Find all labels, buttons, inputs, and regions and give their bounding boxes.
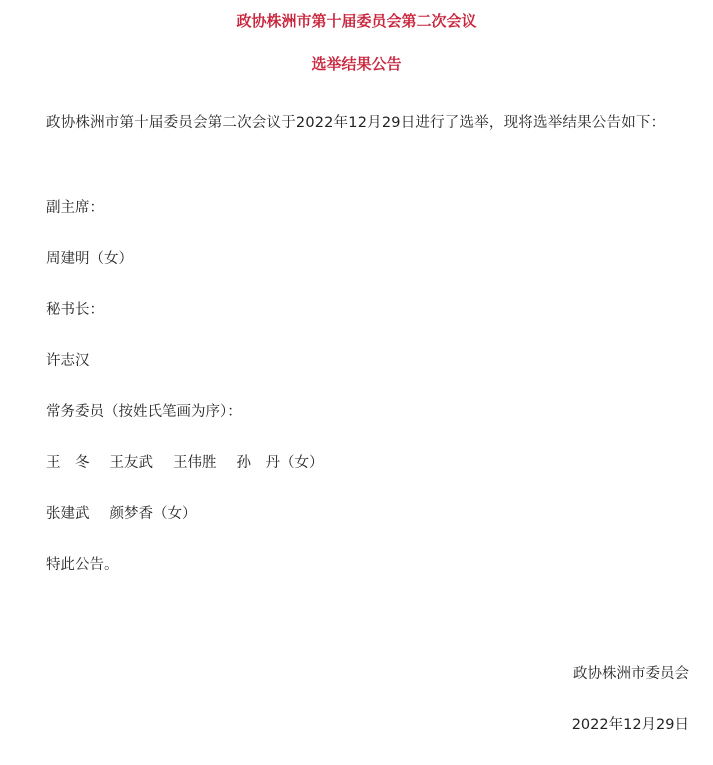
member-name: 颜梦香（女） — [109, 506, 197, 522]
standing-members-row-2 — [46, 504, 197, 524]
document-title: 政协株洲市第十届委员会第二次会议 — [236, 12, 477, 30]
member-name: 王伟胜 — [173, 455, 217, 471]
member-name: 孙 丹（女） — [236, 455, 324, 471]
signing-date: 2022年12月29日 — [571, 717, 689, 733]
member-name: 王友武 — [109, 455, 153, 471]
standing-members-label: 常务委员（按姓氏笔画为序）： — [46, 404, 242, 420]
standing-members-row-1 — [46, 453, 324, 473]
secretary-name: 许志汉 — [46, 353, 90, 369]
vice-chair-label: 副主席： — [46, 200, 104, 216]
document-subtitle: 选举结果公告 — [311, 55, 402, 73]
member-name: 王 冬 — [46, 455, 90, 471]
vice-chair-name: 周建明（女） — [46, 251, 133, 267]
member-name: 张建武 — [46, 506, 90, 522]
intro-paragraph: 政协株洲市第十届委员会第二次会议于2022年12月29日进行了选举，现将选举结果公告如下： — [46, 115, 666, 131]
secretary-label: 秘书长： — [46, 302, 104, 318]
signing-organization: 政协株洲市委员会 — [573, 666, 689, 682]
closing-notice: 特此公告。 — [46, 557, 119, 573]
